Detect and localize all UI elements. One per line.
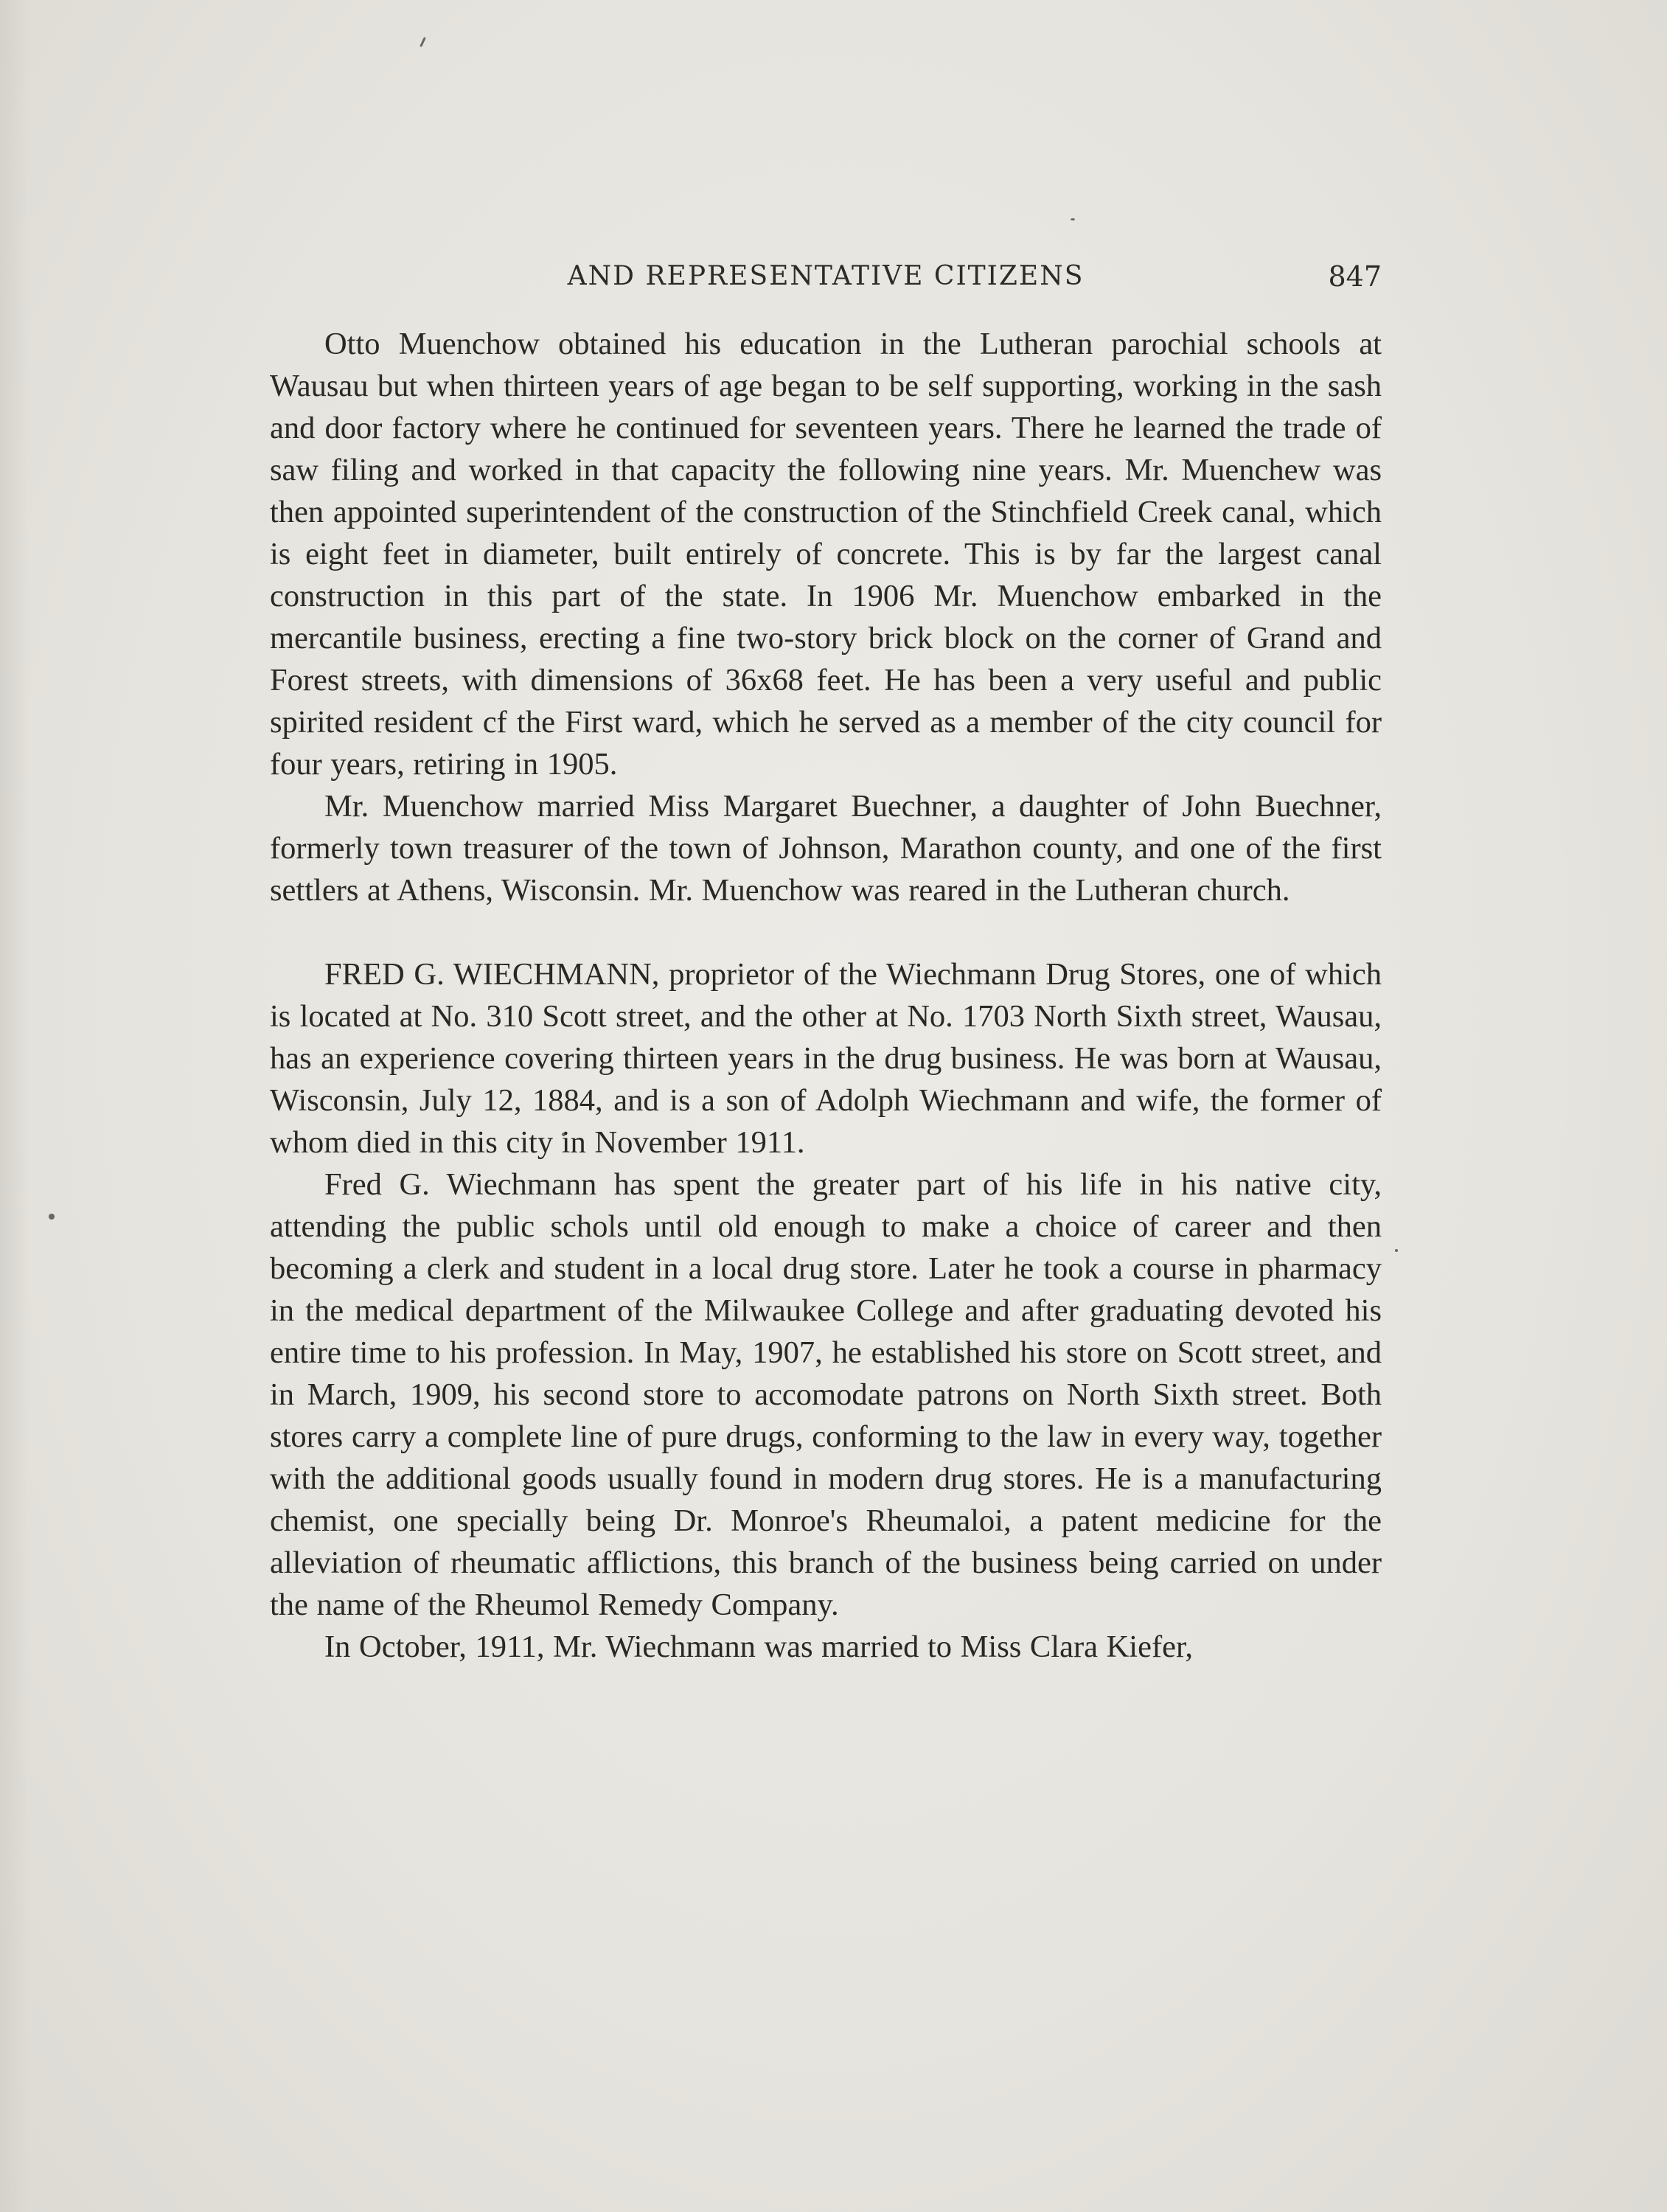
paragraph-wiechmann-career: Fred G. Wiechmann has spent the greater part of his life in his native city, attending the public schols until old enough to make a choice of career and then becoming a clerk and student in a local drug store. Later he took a course in pharmacy in the medical department of the Milwaukee College and after graduating devoted his entire time to his profession. In May, 1907, he established his store on Scott street, and in March, 1909, his second store to accomodate patrons on North Sixth street. Both stores carry a complete line of pure drugs, conforming to the law in every way, together with the additional goods usually found in modern drug stores. He is a manufacturing chemist, one specially being Dr. Monroe's Rheumaloi, a patent medicine for the alleviation of rheumatic afflictions, this branch of the business being carried on under the name of the Rheumol Remedy Company. — [270, 1167, 1382, 1622]
running-title: AND REPRESENTATIVE CITIZENS — [567, 261, 1085, 291]
speck — [420, 37, 426, 47]
paragraph-wiechmann-marriage: In October, 1911, Mr. Wiechmann was married to Miss Clara Kiefer, — [324, 1630, 1194, 1664]
paragraph-muenchow-marriage: Mr. Muenchow married Miss Margaret Buechner, a daughter of John Buechner, formerly town treasurer of the town of Johnson, Marathon county, and one of the first settlers at Athens, Wisconsin. Mr. Muenchow was reared in the Lutheran church. — [270, 789, 1382, 908]
paragraph-muenchow-career: Otto Muenchow obtained his education in the Lutheran parochial schools at Wausau but when thirteen years of age began to be self supporting, working in the sash and door factory where he continued for seventeen years. There he learned the trade of saw filing and worked in that capacity the following nine years. Mr. Muenchew was then appointed superintendent of the construction of the Stinchfield Creek canal, which is eight feet in diameter, built entirely of concrete. This is by far the largest canal construction in this part of the state. In 1906 Mr. Muenchow embarked in the mercantile business, erecting a fine two-story brick block on the corner of Grand and Forest streets, with dimensions of 36x68 feet. He has been a very useful and public spirited resident cf the First ward, which he served as a member of the city council for four years, retiring in 1905. — [270, 327, 1382, 782]
running-head — [270, 258, 1382, 295]
page-gutter-shadow — [0, 0, 29, 2212]
speck — [1071, 218, 1075, 220]
speck — [49, 1214, 55, 1220]
body-text — [270, 323, 1382, 1668]
speck — [1395, 1249, 1398, 1252]
paragraph-wiechmann-intro: FRED G. WIECHMANN, proprietor of the Wiechmann Drug Stores, one of which is located at No. 310 Scott street, and the other at No. 1703 North Sixth street, Wausau, has an experience covering thirteen years in the drug business. He was born at Wausau, Wisconsin, July 12, 1884, and is a son of Adolph Wiechmann and wife, the former of whom died in this city in November 1911. — [270, 957, 1382, 1160]
page-number: 847 — [1328, 260, 1382, 293]
